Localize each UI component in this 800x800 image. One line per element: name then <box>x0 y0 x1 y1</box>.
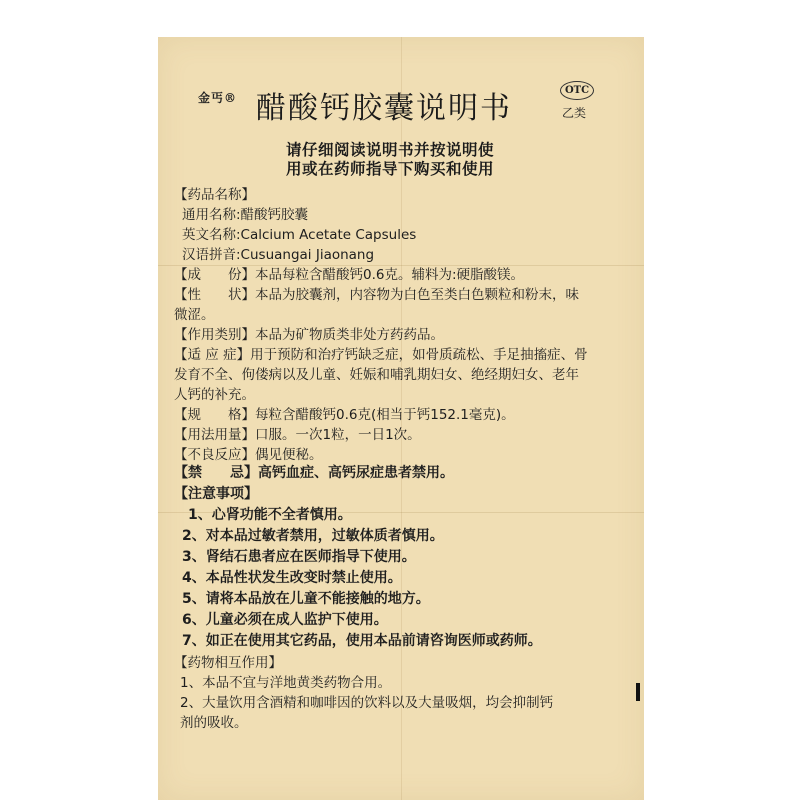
brand-logo: 金丐® <box>198 91 238 105</box>
ingredients-line: 【成 份】本品每粒含醋酸钙0.6克。辅料为:硬脂酸镁。 <box>174 267 525 283</box>
leaflet-paper <box>158 37 644 800</box>
specification-line: 【规 格】每粒含醋酸钙0.6克(相当于钙152.1毫克)。 <box>174 407 515 423</box>
precaution-item: 6、儿童必须在成人监护下使用。 <box>182 612 388 628</box>
otc-class-label: 乙类 <box>562 106 587 120</box>
english-name-line: 英文名称:Calcium Acetate Capsules <box>182 227 417 243</box>
dosage-line: 【用法用量】口服。一次1粒，一日1次。 <box>174 427 421 443</box>
reading-notice-line: 请仔细阅读说明书并按说明使 <box>286 141 495 159</box>
otc-badge: OTC <box>560 81 594 100</box>
section-heading-drug-name: 【药品名称】 <box>174 187 255 203</box>
precaution-item: 7、如正在使用其它药品，使用本品前请咨询医师或药师。 <box>182 633 542 649</box>
interaction-item: 2、大量饮用含酒精和咖啡因的饮料以及大量吸烟，均会抑制钙 <box>180 695 554 711</box>
precaution-item: 2、对本品过敏者禁用，过敏体质者慎用。 <box>182 528 444 544</box>
precaution-item: 4、本品性状发生改变时禁止使用。 <box>182 570 402 586</box>
appearance-line: 【性 状】本品为胶囊剂，内容物为白色至类白色颗粒和粉末，味 <box>174 287 579 303</box>
interaction-item: 剂的吸收。 <box>180 715 248 731</box>
precaution-item: 1、心肾功能不全者慎用。 <box>188 507 352 523</box>
document-title: 醋酸钙胶囊说明书 <box>256 91 512 126</box>
indications-line: 发育不全、佝偻病以及儿童、妊娠和哺乳期妇女、绝经期妇女、老年 <box>174 367 579 383</box>
pinyin-name-line: 汉语拼音:Cusuangai Jiaonang <box>182 247 375 263</box>
section-heading-interactions: 【药物相互作用】 <box>174 655 282 671</box>
appearance-line: 微涩。 <box>174 307 215 323</box>
generic-name-line: 通用名称:醋酸钙胶囊 <box>182 207 309 223</box>
precaution-item: 3、肾结石患者应在医师指导下使用。 <box>182 549 416 565</box>
section-heading-precautions: 【注意事项】 <box>174 486 258 502</box>
indications-line: 【适 应 症】用于预防和治疗钙缺乏症，如骨质疏松、手足抽搐症、骨 <box>174 347 588 363</box>
contraindications-line: 【禁 忌】高钙血症、高钙尿症患者禁用。 <box>174 465 454 481</box>
interaction-item: 1、本品不宜与洋地黄类药物合用。 <box>180 675 392 691</box>
precaution-item: 5、请将本品放在儿童不能接触的地方。 <box>182 591 430 607</box>
edge-mark <box>636 683 640 701</box>
category-line: 【作用类别】本品为矿物质类非处方药药品。 <box>174 327 444 343</box>
adverse-reactions-line: 【不良反应】偶见便秘。 <box>174 447 323 463</box>
reading-notice-line: 用或在药师指导下购买和使用 <box>286 160 495 178</box>
indications-line: 人钙的补充。 <box>174 387 255 403</box>
